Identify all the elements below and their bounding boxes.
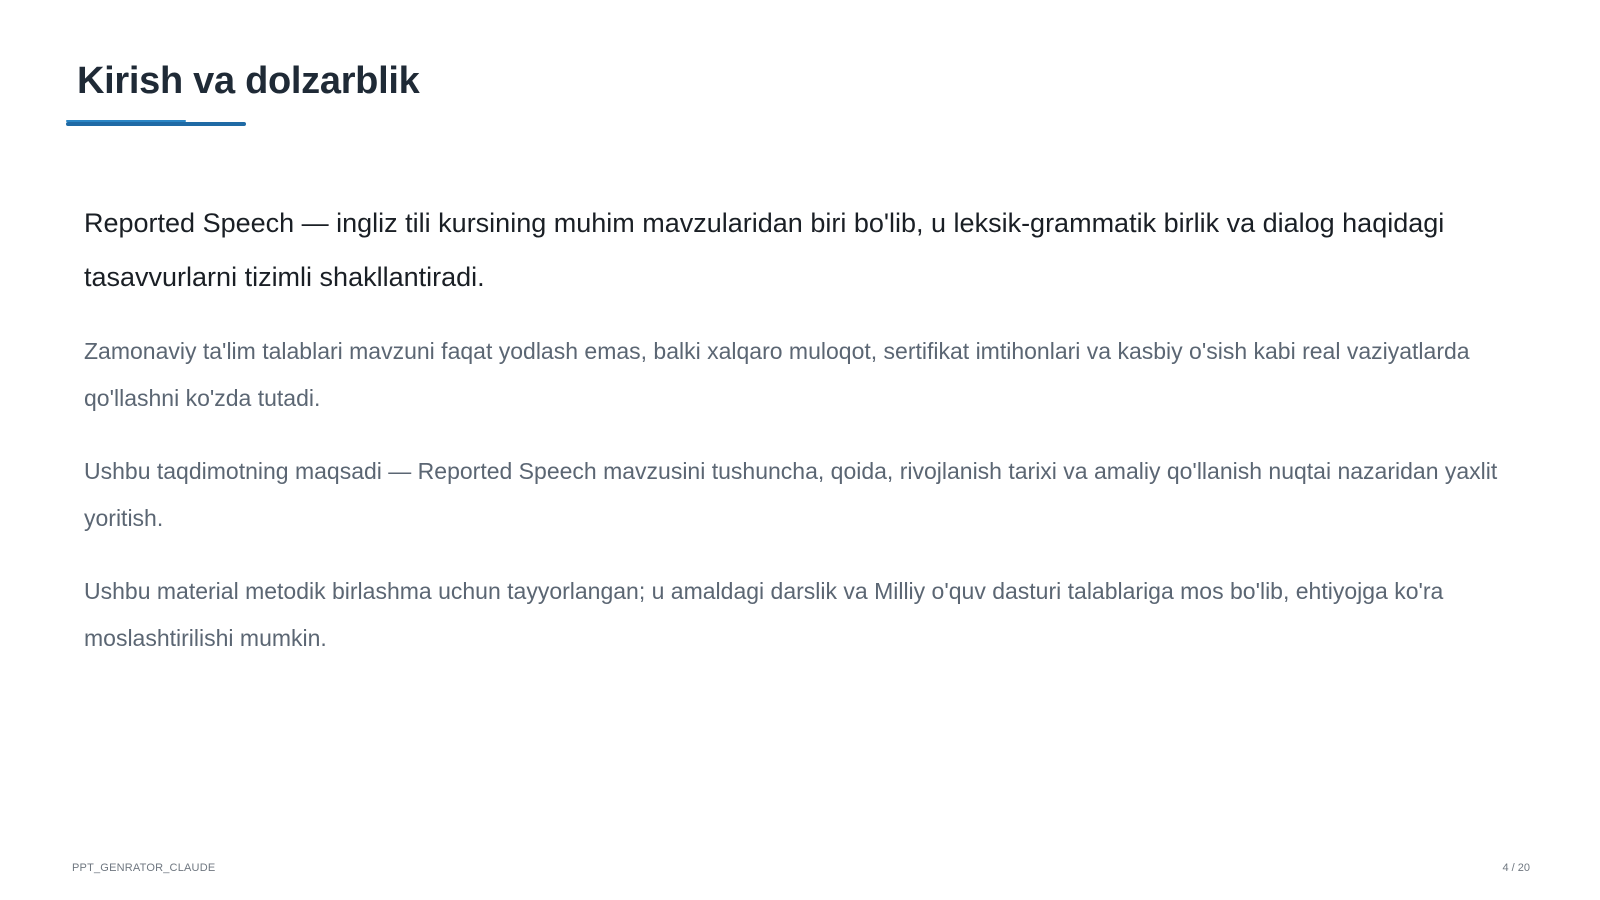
title-underline <box>66 122 246 126</box>
body-paragraph-3: Ushbu material metodik birlashma uchun tayyorlangan; u amaldagi darslik va Milliy o'quv dasturi talablariga mos bo'lib, ehtiyojga ko'ra moslashtirilishi mumkin. <box>84 578 1444 651</box>
body-paragraph-1: Zamonaviy ta'lim talablari mavzuni faqat yodlash emas, balki xalqaro muloqot, sertifikat imtihonlari va kasbiy o'sish kabi real vaziyatlarda qo'llashni ko'zda tutadi. <box>84 338 1470 411</box>
body-paragraph-2: Ushbu taqdimotning maqsadi — Reported Speech mavzusini tushuncha, qoida, rivojlanish tarixi va amaliy qo'llanish nuqtai nazaridan yaxlit yoritish. <box>84 458 1498 531</box>
lead-paragraph: Reported Speech — ingliz tili kursining muhim mavzularidan biri bo'lib, u leksik-grammatik birlik va dialog haqidagi tasavvurlarni tizimli shakllantiradi. <box>84 208 1445 292</box>
slide-content <box>84 196 1534 688</box>
slide-title: Kirish va dolzarblik <box>77 60 420 102</box>
footer-source: PPT_GENRATOR_CLAUDE <box>72 862 216 874</box>
page-number: 4 / 20 <box>1502 862 1530 874</box>
